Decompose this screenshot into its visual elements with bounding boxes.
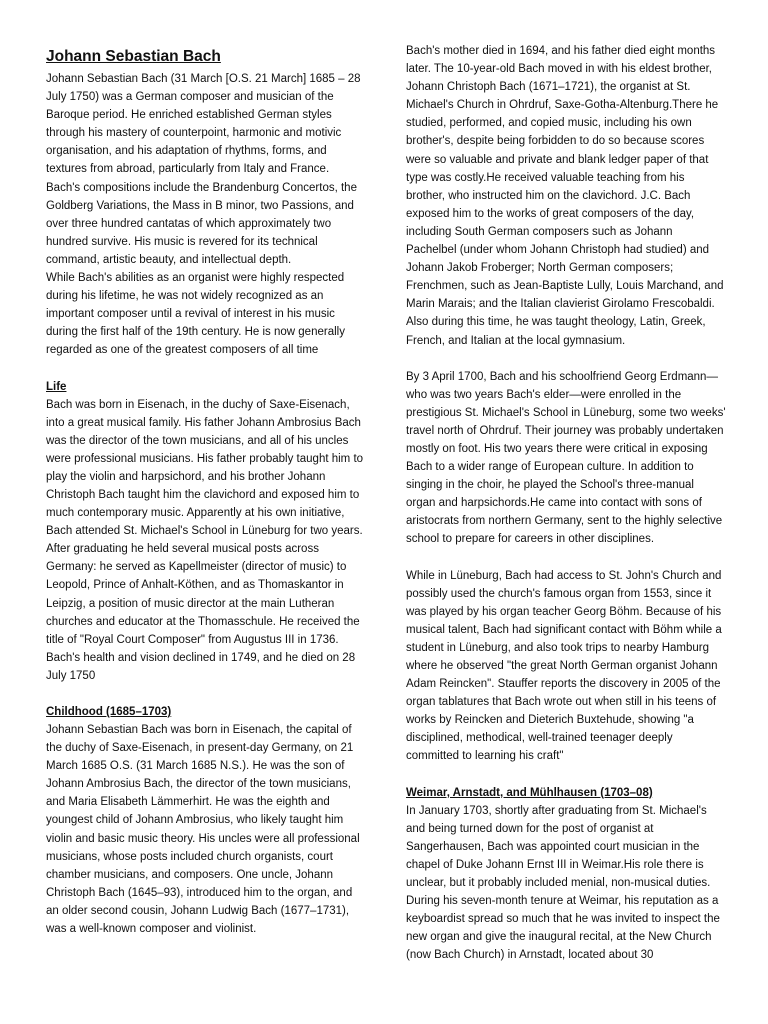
life-paragraph: Bach was born in Eisenach, in the duchy of Saxe-Eisenach, into a great musical family. His father Johann Ambrosius Bach was the director of the town musicians, and all of his uncles were professional musicians. His father probably taught him to play the violin and harpsichord, and his brother Johann Christoph Bach taught him the clavichord and exposed him to much contemporary music. Apparently at his own initiative, Bach attended St. Michael's School in Lüneburg for two years. After graduating he held several musical posts across Germany: he served as Kapellmeister (director of music) to Leopold, Prince of Anhalt-Köthen, and as Thomaskantor in Leipzig, a position of music director at the main Lutheran churches and educator at the Thomasschule. He received the title of "Royal Court Composer" from Augustus III in 1736. Bach's health and vision declined in 1749, and he died on 28 July 1750	[46, 398, 364, 682]
early-years-paragraph: Bach's mother died in 1694, and his father died eight months later. The 10-year-old Bach moved in with his eldest brother, Johann Christoph Bach (1671–1721), the organist at St. Michael's Church in Ohrdruf, Saxe-Gotha-Altenburg.There he studied, performed, and copied music, including his own brother's, despite being forbidden to do so because scores were so valuable and private and blank ledger paper of that type was costly.He received valuable teaching from his brother, who instructed him on the clavichord. J.C. Bach exposed him to the works of great composers of the day, including South German composers such as Johann Pachelbel (under whom Johann Christoph had studied) and Johann Jakob Froberger; North German composers; Frenchmen, such as Jean-Baptiste Lully, Louis Marchand, and Marin Marais; and the Italian clavierist Girolamo Frescobaldi. Also during this time, he was taught theology, Latin, Greek, French, and Italian at the local gymnasium.	[406, 45, 724, 347]
intro-paragraph: Johann Sebastian Bach (31 March [O.S. 21 March] 1685 – 28 July 1750) was a German composer and musician of the Baroque period. He enriched established German styles through his mastery of counterpoint, harmonic and motivic organisation, and his adaptation of rhythms, forms, and textures from abroad, particularly from Italy and France. Bach's compositions include the Brandenburg Concertos, the Goldberg Variations, the Mass in B minor, two Passions, and over three hundred cantatas of which approximately two hundred survive. His music is revered for its technical command, artistic beauty, and intellectual depth.	[46, 73, 361, 266]
intro-paragraph-2: While Bach's abilities as an organist were highly respected during his lifetime, he was not widely recognized as an important composer until a revival of interest in his music during the first half of the 19th century. He is now generally regarded as one of the greatest composers of all time	[46, 272, 345, 357]
document-title: Johann Sebastian Bach	[46, 48, 221, 65]
childhood-paragraph: Johann Sebastian Bach was born in Eisenach, the capital of the duchy of Saxe-Eisenach, in present-day Germany, on 21 March 1685 O.S. (31 March 1685 N.S.). He was the son of Johann Ambrosius Bach, the director of the town musicians, and Maria Elisabeth Lämmerhirt. He was the eighth and youngest child of Johann Ambrosius, who likely taught him violin and basic music theory. His uncles were all professional musicians, whose posts included church organists, court chamber musicians, and composers. One uncle, Johann Christoph Bach (1645–93), introduced him to the organ, and an older second cousin, Johann Ludwig Bach (1677–1731), was a well-known composer and violinist.	[46, 724, 360, 936]
left-column	[46, 46, 364, 938]
luneburg-paragraph: By 3 April 1700, Bach and his schoolfriend Georg Erdmann—who was two years Bach's elder—were enrolled in the prestigious St. Michael's School in Lüneburg, some two weeks' travel north of Ohrdruf. Their journey was probably undertaken mostly on foot. His two years there were critical in exposing Bach to a wider range of European culture. In addition to singing in the choir, he played the School's three-manual organ and harpsichords.He came into contact with sons of aristocrats from northern Germany, sent to the highly selective school to prepare for careers in other disciplines.	[406, 370, 726, 546]
weimar-paragraph: In January 1703, shortly after graduating from St. Michael's and being turned down for the post of organist at Sangerhausen, Bach was appointed court musician in the chapel of Duke Johann Ernst III in Weimar.His role there is unclear, but it probably included menial, non-musical duties. During his seven-month tenure at Weimar, his reputation as a keyboardist spread so much that he was invited to inspect the new organ and give the inaugural recital, at the New Church (now Bach Church) in Arnstadt, located about 30	[406, 804, 720, 962]
hamburg-paragraph: While in Lüneburg, Bach had access to St. John's Church and possibly used the church's famous organ from 1553, since it was played by his organ teacher Georg Böhm. Because of his musical talent, Bach had significant contact with Böhm while a student in Lüneburg, and also took trips to nearby Hamburg where he observed "the great North German organist Johann Adam Reincken". Stauffer reports the discovery in 2005 of the organ tablatures that Bach wrote out when still in his teens of works by Reincken and Dieterich Buxtehude, showing "a disciplined, methodical, well-trained teenager deeply committed to learning his craft"	[406, 569, 722, 763]
life-heading: Life	[46, 380, 67, 393]
weimar-heading: Weimar, Arnstadt, and Mühlhausen (1703–08)	[406, 786, 653, 799]
right-column	[406, 42, 726, 964]
childhood-heading: Childhood (1685–1703)	[46, 706, 172, 718]
